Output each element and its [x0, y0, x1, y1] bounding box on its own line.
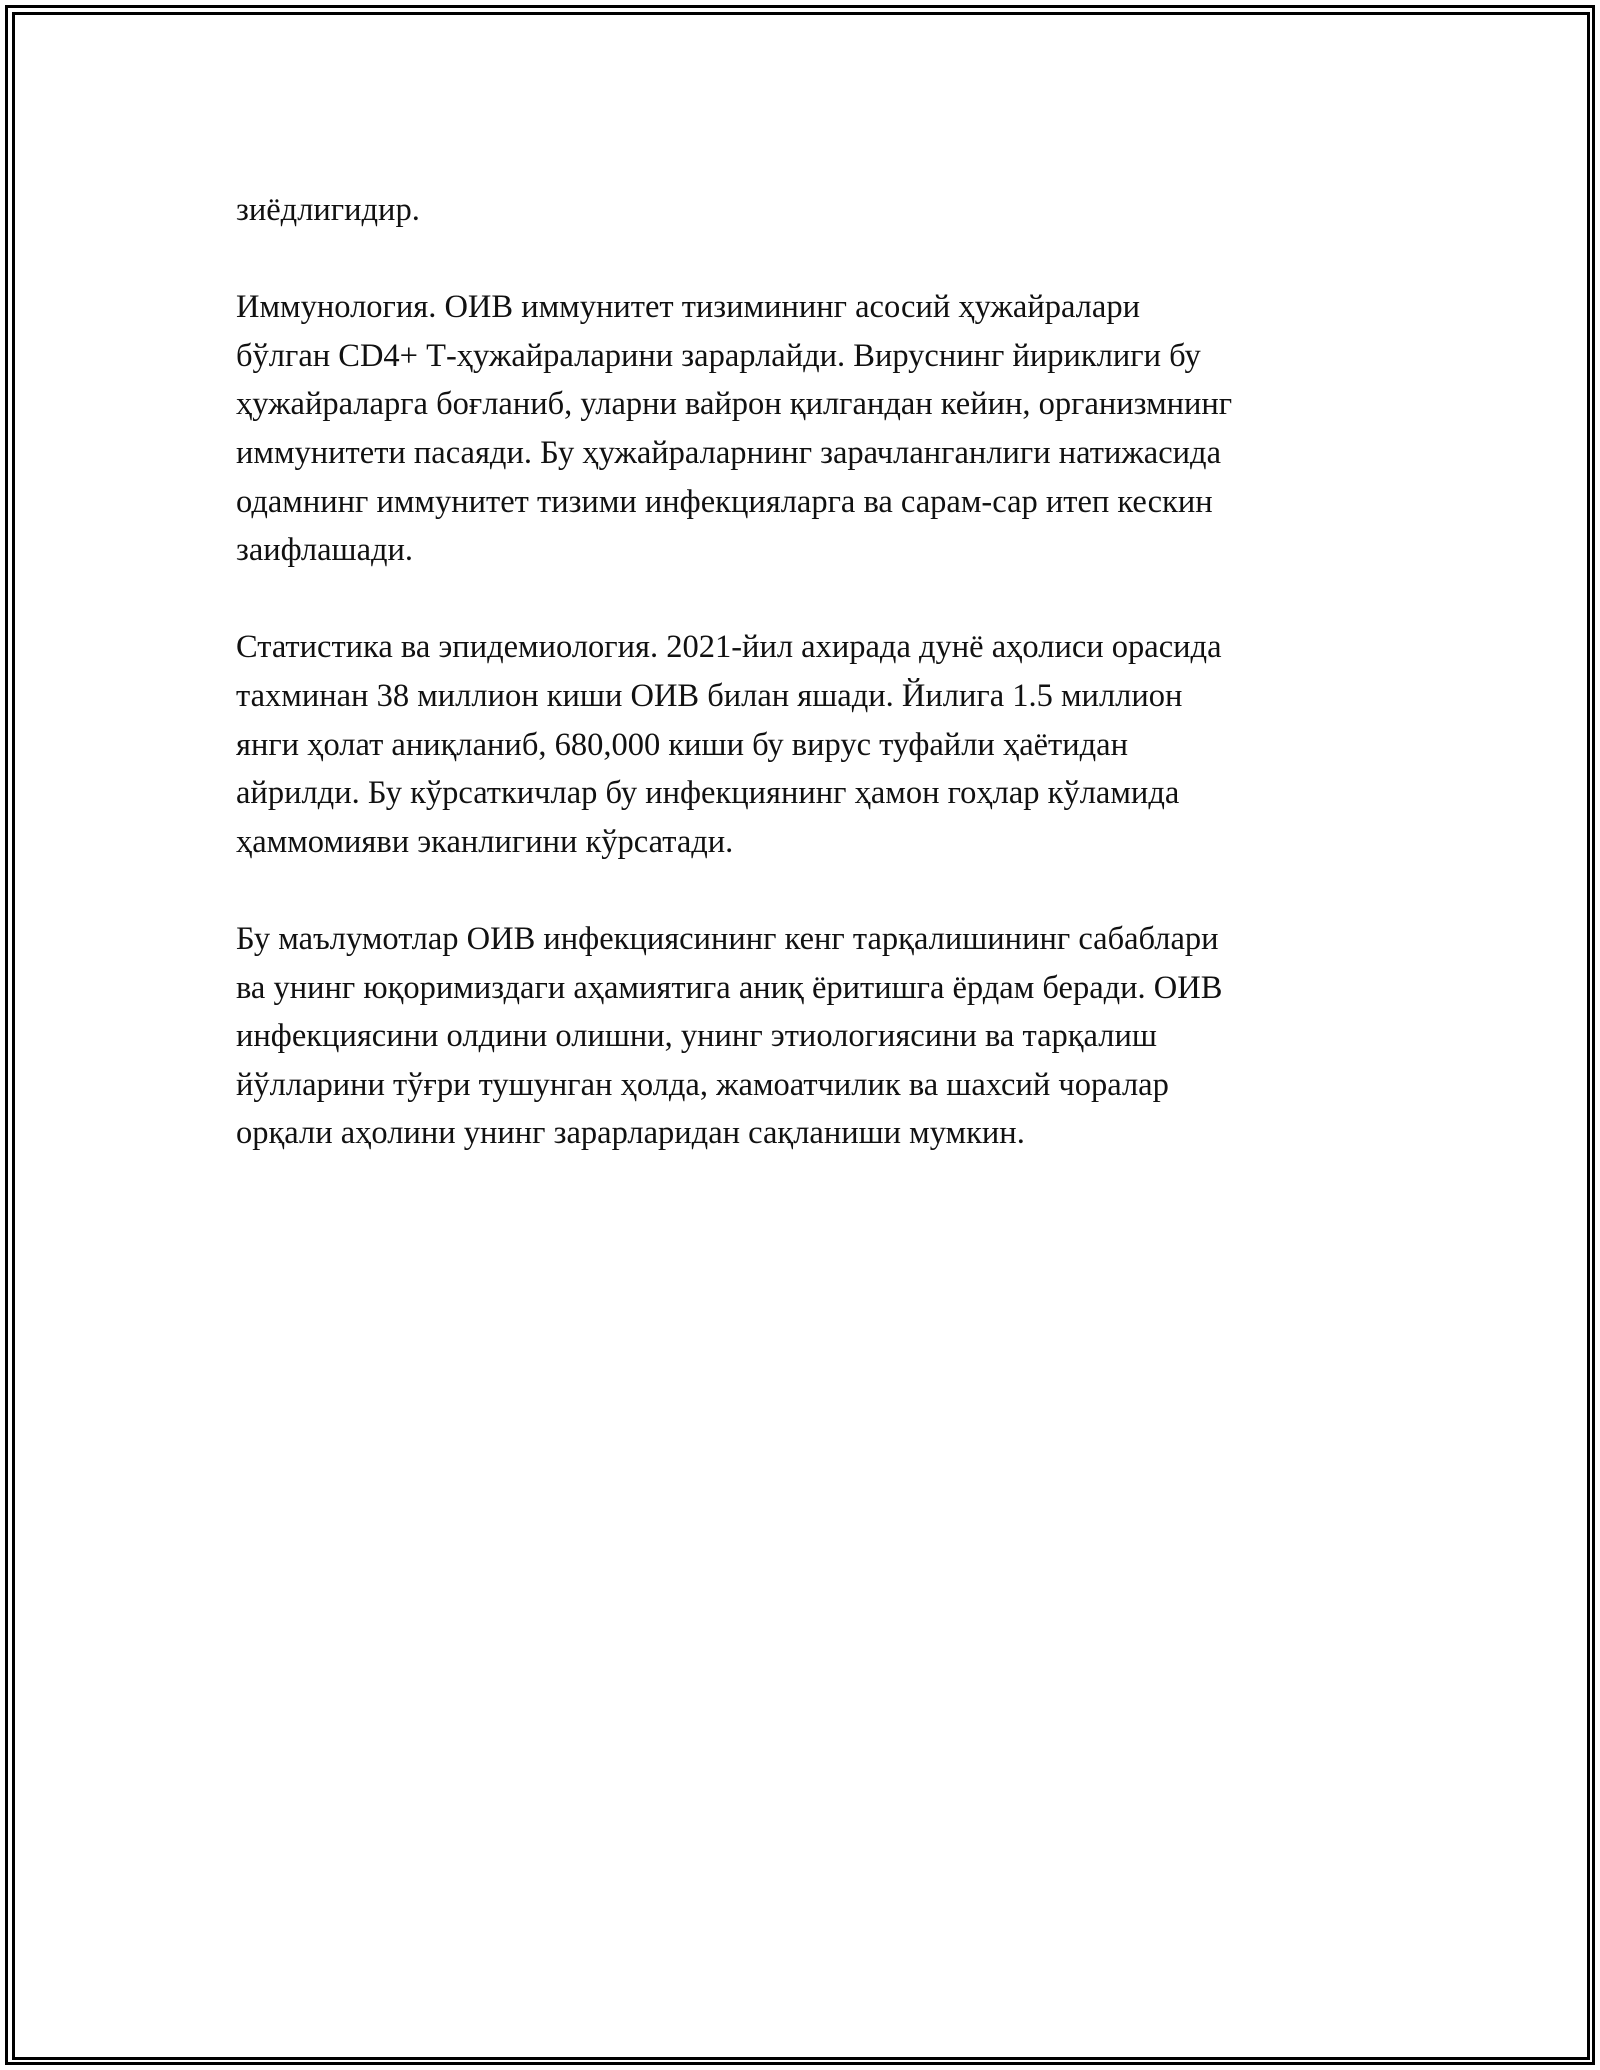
text-line: зиёдлигидир.: [236, 192, 420, 228]
text-line: Бу маълумотлар ОИВ инфекциясининг кенг тарқалишининг сабаблари: [236, 920, 1219, 957]
text-line: янги ҳолат аниқланиб, 680,000 киши бу вирус туфайли ҳаётидан: [236, 726, 1128, 763]
paragraph-immunology: [236, 283, 1386, 575]
text-line: иммунитети пасаяди. Бу ҳужайраларнинг зарачланганлиги натижасида: [236, 434, 1222, 471]
paragraph-statistics: [236, 623, 1386, 866]
text-line: орқали аҳолини унинг зарарларидан сақланиши мумкин.: [236, 1115, 1025, 1152]
text-line: заифлашади.: [236, 532, 414, 569]
text-line: Иммунология. ОИВ иммунитет тизимининг асосий ҳужайралари: [236, 289, 1140, 326]
text-line: ҳаммомияви эканлигини кўрсатади.: [236, 823, 734, 860]
text-line: ҳужайраларга боғланиб, уларни вайрон қилгандан кейин, организмнинг: [236, 386, 1233, 423]
text-line: айрилди. Бу кўрсаткичлар бу инфекциянинг ҳамон гоҳлар кўламида: [236, 775, 1180, 812]
text-line: йўлларини тўғри тушунган ҳолда, жамоатчилик ва шахсий чоралар: [236, 1066, 1169, 1103]
text-line: бўлган CD4+ Т-ҳужайраларини зарарлайди. Вируснинг йириклиги бу: [236, 337, 1201, 374]
text-line: Статистика ва эпидемиология. 2021-йил ахирада дунё аҳолиси орасида: [236, 629, 1222, 666]
paragraph-conclusion: [236, 915, 1386, 1158]
document-body: [236, 186, 1386, 1158]
text-line: инфекциясини олдини олишни, унинг этиологиясини ва тарқалиш: [236, 1018, 1157, 1055]
text-line: тахминан 38 миллион киши ОИВ билан яшади. Йилига 1.5 миллион: [236, 677, 1183, 714]
paragraph-continuation: [236, 186, 1386, 235]
text-line: ва унинг юқоримиздаги аҳамиятига аниқ ёритишга ёрдам беради. ОИВ: [236, 969, 1223, 1006]
text-line: одамнинг иммунитет тизими инфекцияларга ва сарам-сар итеп кескин: [236, 483, 1213, 520]
